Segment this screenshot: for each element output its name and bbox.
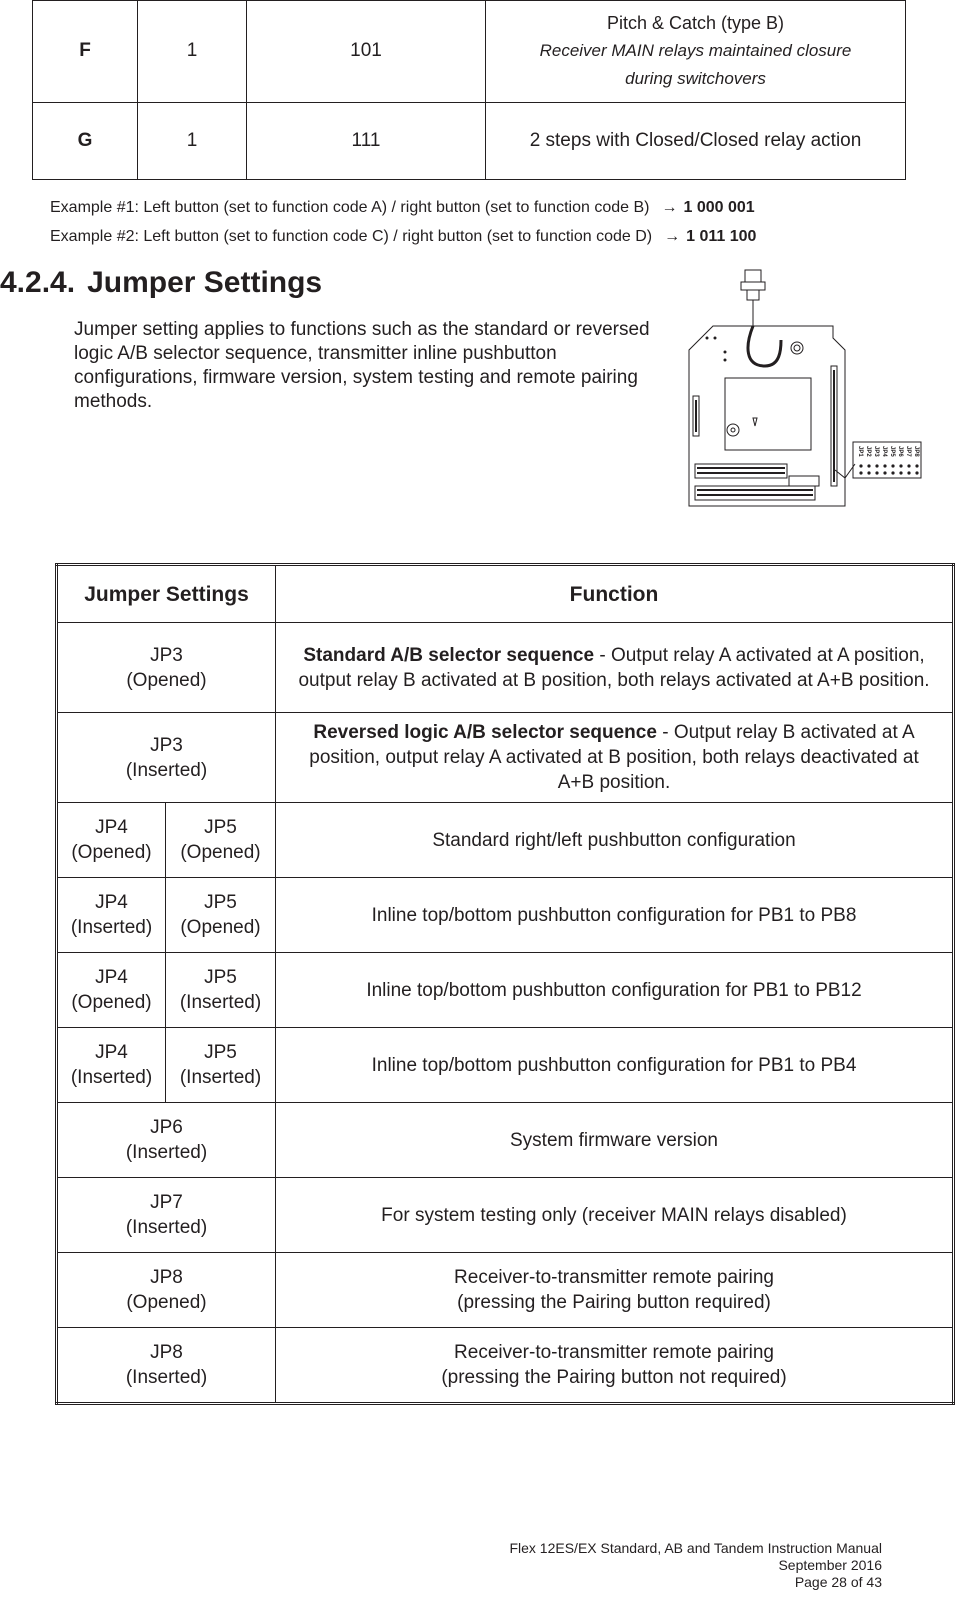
jumper-pin xyxy=(915,464,918,467)
jumper-label: JP2 xyxy=(865,446,871,457)
jumper-pin xyxy=(883,464,886,467)
jumper-name: JP8 xyxy=(150,1342,183,1363)
jumper-state: (Opened) xyxy=(126,669,207,691)
jumper-name: JP5 xyxy=(204,1042,237,1063)
function-code-table xyxy=(32,0,906,180)
example-result: 1 011 100 xyxy=(686,228,757,245)
function-cell: For system testing only (receiver MAIN relays disabled) xyxy=(276,1178,954,1253)
table-row xyxy=(33,102,906,179)
jumper-label: JP7 xyxy=(905,446,911,457)
jp4-cell xyxy=(57,878,166,953)
jumper-state: (Inserted) xyxy=(70,1067,153,1088)
jumper-setting-cell xyxy=(57,1253,276,1328)
jumper-state: (Inserted) xyxy=(179,992,262,1013)
jumper-pin xyxy=(891,464,894,467)
table-row xyxy=(57,1028,954,1103)
jumper-setting-cell xyxy=(57,1103,276,1178)
jumper-pin xyxy=(867,464,870,467)
section-number: 4.2.4. xyxy=(0,266,76,299)
table-header-row xyxy=(57,565,954,623)
function-title: Standard A/B selector sequence xyxy=(303,644,595,666)
jumper-pin xyxy=(899,464,902,467)
jumper-name: JP8 xyxy=(150,1267,183,1288)
jumper-label: JP5 xyxy=(889,446,895,457)
jumper-setting-cell xyxy=(57,1178,276,1253)
jumper-pin xyxy=(883,471,886,474)
code-bits: 101 xyxy=(247,1,486,103)
jumper-name: JP7 xyxy=(150,1192,183,1213)
table-row xyxy=(57,878,954,953)
receiver-board-illustration xyxy=(685,266,950,522)
jumper-state: (Opened) xyxy=(126,1292,207,1313)
arrow-icon: → xyxy=(664,228,681,245)
jumper-state: (Opened) xyxy=(71,992,152,1013)
jumper-state: (Opened) xyxy=(71,842,152,863)
jumper-settings-table xyxy=(55,563,955,1405)
table-row xyxy=(57,803,954,878)
terminal-strip xyxy=(695,464,787,478)
antenna-cable xyxy=(748,326,781,366)
function-cell: Inline top/bottom pushbutton configuration for PB1 to PB12 xyxy=(276,953,954,1028)
jumper-label: JP3 xyxy=(873,446,879,457)
jp5-cell xyxy=(166,803,276,878)
function-text: - Output relay B activated at A position, output relay A activated at B position, both relays deactivated at A+B position. xyxy=(309,722,919,793)
table-row xyxy=(33,1,906,103)
function-line: Receiver-to-transmitter remote pairing xyxy=(454,1267,774,1288)
table-row xyxy=(57,1103,954,1178)
function-cell: Standard right/left pushbutton configuration xyxy=(276,803,954,878)
page-footer xyxy=(509,1540,882,1591)
pcb-outline xyxy=(689,326,845,506)
jumper-pin xyxy=(859,464,862,467)
table-row xyxy=(57,1178,954,1253)
jumper-pin xyxy=(899,471,902,474)
table-row xyxy=(57,713,954,803)
column-header-settings: Jumper Settings xyxy=(57,565,276,623)
jumper-state: (Inserted) xyxy=(125,1142,208,1163)
function-line: (pressing the Pairing button not required) xyxy=(441,1367,787,1388)
jumper-state: (Inserted) xyxy=(125,1217,208,1238)
table-row xyxy=(57,623,954,713)
jumper-name: JP4 xyxy=(95,817,128,838)
jumper-label: JP8 xyxy=(913,446,919,457)
jumper-state: (Opened) xyxy=(180,917,261,938)
jumper-pin xyxy=(859,471,862,474)
section-heading xyxy=(0,266,322,300)
jumper-setting-cell xyxy=(57,1328,276,1404)
jp5-cell xyxy=(166,878,276,953)
intro-paragraph: Jumper setting applies to functions such as the standard or reversed logic A/B selector sequence, transmitter inline pushbutton configurations, firmware version, system testing and remote pairing methods. xyxy=(74,319,650,412)
jumper-pin xyxy=(907,471,910,474)
code-bits: 111 xyxy=(247,102,486,179)
section-title: Jumper Settings xyxy=(87,266,323,299)
code-digit: 1 xyxy=(138,102,247,179)
example-1 xyxy=(50,199,755,217)
jumper-pin xyxy=(875,464,878,467)
jumper-pin xyxy=(875,471,878,474)
jumper-setting-cell xyxy=(57,623,276,713)
jumper-pin xyxy=(907,464,910,467)
jumper-label: JP1 xyxy=(857,446,863,457)
function-cell xyxy=(276,1253,954,1328)
jumper-state: (Inserted) xyxy=(125,759,208,781)
example-2 xyxy=(50,228,756,246)
jumper-name: JP4 xyxy=(95,892,128,913)
jp4-cell xyxy=(57,953,166,1028)
jumper-name: JP5 xyxy=(204,967,237,988)
column-header-function: Function xyxy=(276,565,954,623)
table-row xyxy=(57,1253,954,1328)
jumper-state: (Inserted) xyxy=(125,1367,208,1388)
function-cell xyxy=(276,623,954,713)
jumper-label: JP4 xyxy=(881,446,887,457)
mounting-hole xyxy=(791,342,803,354)
function-description: 2 steps with Closed/Closed relay action xyxy=(486,102,906,179)
example-text: Example #2: Left button (set to function code C) / right button (set to function code D) xyxy=(50,228,653,245)
function-line: (pressing the Pairing button required) xyxy=(457,1292,771,1313)
table-row xyxy=(57,953,954,1028)
table-row xyxy=(57,1328,954,1404)
jp5-cell xyxy=(166,1028,276,1103)
function-cell: System firmware version xyxy=(276,1103,954,1178)
relay-block xyxy=(725,378,811,450)
arrow-icon: → xyxy=(661,199,678,216)
jumper-pin xyxy=(867,471,870,474)
code-digit: 1 xyxy=(138,1,247,103)
jumper-name: JP6 xyxy=(150,1117,183,1138)
jp5-cell xyxy=(166,953,276,1028)
example-text: Example #1: Left button (set to function code A) / right button (set to function code B) xyxy=(50,199,650,216)
jumper-name: JP5 xyxy=(204,892,237,913)
jumper-state: (Inserted) xyxy=(179,1067,262,1088)
function-code: G xyxy=(33,102,138,179)
jumper-state: (Opened) xyxy=(180,842,261,863)
function-cell: Inline top/bottom pushbutton configuration for PB1 to PB8 xyxy=(276,878,954,953)
function-cell: Inline top/bottom pushbutton configuration for PB1 to PB4 xyxy=(276,1028,954,1103)
jumper-name: JP3 xyxy=(150,734,183,756)
jp4-cell xyxy=(57,1028,166,1103)
jumper-name: JP3 xyxy=(150,644,183,666)
jp4-cell xyxy=(57,803,166,878)
example-result: 1 000 001 xyxy=(683,199,755,216)
footer-manual-title: Flex 12ES/EX Standard, AB and Tandem Instruction Manual xyxy=(509,1540,882,1556)
jumper-name: JP4 xyxy=(95,1042,128,1063)
terminal-strip xyxy=(695,486,815,500)
function-cell xyxy=(276,1328,954,1404)
jumper-label: JP6 xyxy=(897,446,903,457)
footer-page-number: Page 28 of 43 xyxy=(794,1574,882,1590)
description-note: Receiver MAIN relays maintained closure during switchovers xyxy=(539,41,852,89)
jumper-pin xyxy=(891,471,894,474)
function-text: - Output relay A activated at A position, output relay B activated at B position, both relays activated at A+B position. xyxy=(298,644,930,691)
jumper-state: (Inserted) xyxy=(70,917,153,938)
function-line: Receiver-to-transmitter remote pairing xyxy=(454,1342,774,1363)
function-cell xyxy=(276,713,954,803)
function-title: Reversed logic A/B selector sequence xyxy=(313,722,657,743)
footer-date: September 2016 xyxy=(778,1557,882,1573)
antenna-connector xyxy=(745,270,761,282)
jumper-setting-cell xyxy=(57,713,276,803)
jumper-pin xyxy=(915,471,918,474)
jumper-name: JP4 xyxy=(95,967,128,988)
jumper-name: JP5 xyxy=(204,817,237,838)
description-title: Pitch & Catch (type B) xyxy=(606,13,785,34)
jumper-block xyxy=(853,442,921,478)
function-description xyxy=(486,1,906,103)
function-code: F xyxy=(33,1,138,103)
